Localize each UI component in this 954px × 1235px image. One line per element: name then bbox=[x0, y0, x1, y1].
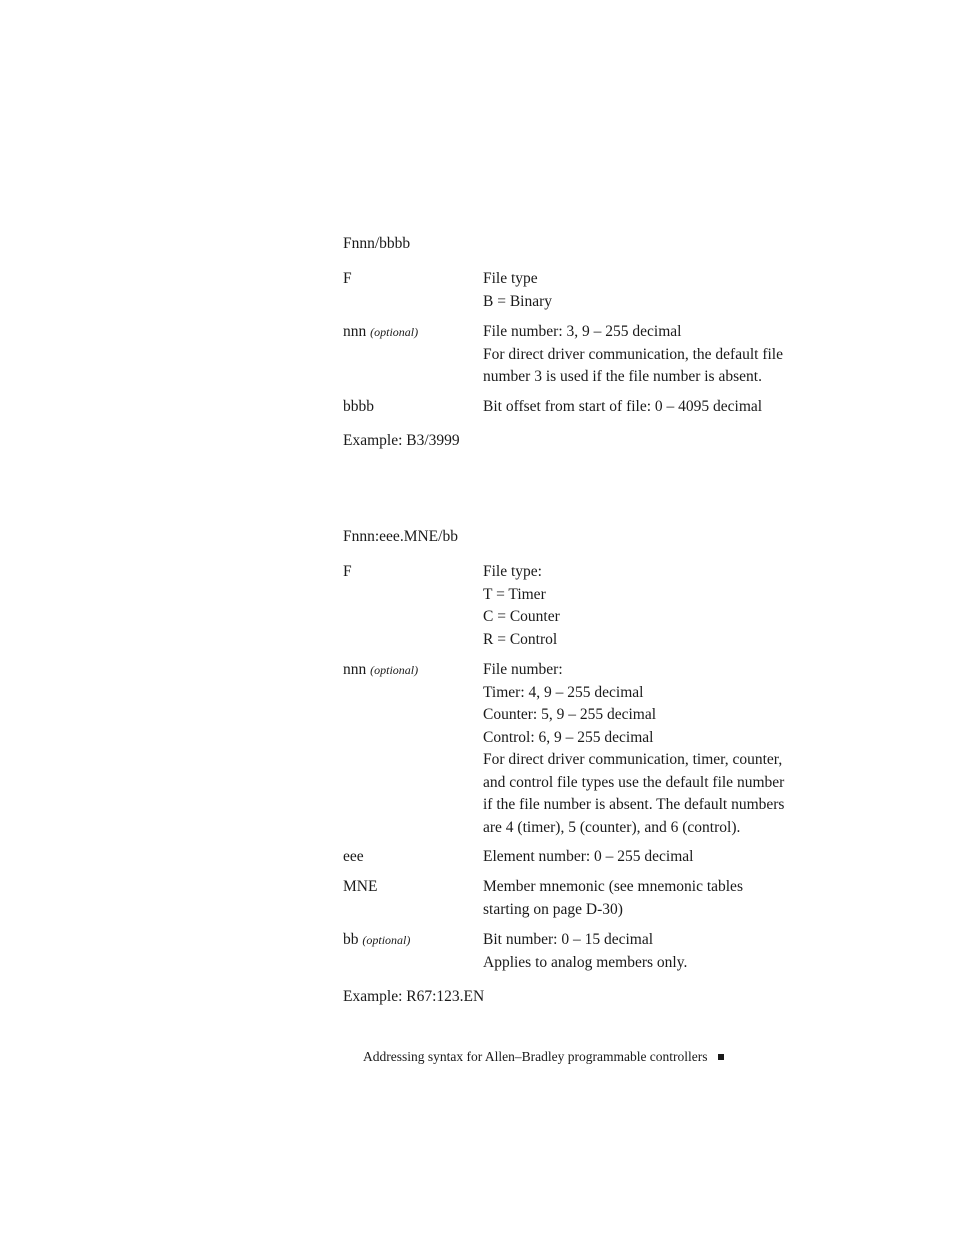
definition-term: F bbox=[343, 563, 352, 580]
definition-term: bbbb bbox=[343, 398, 374, 415]
definition-term: eee bbox=[343, 848, 364, 865]
definition-term: MNE bbox=[343, 878, 378, 895]
definition-description: File type B = Binary bbox=[483, 270, 553, 310]
optional-label: (optional) bbox=[370, 663, 419, 677]
definition-description: File number: 3, 9 – 255 decimal For direct driver communication, the default file number 3 is used if the file number is absent. bbox=[483, 323, 783, 385]
example-text: Example: B3/3999 bbox=[343, 432, 460, 449]
definition-description: File number: Timer: 4, 9 – 255 decimal Counter: 5, 9 – 255 decimal Control: 6, 9 – 255 decimal For direct driver communication, timer, counter, and control file types use the default file number if the file number is absent. The default numbers are 4 (timer), 5 (counter), and 6 (control). bbox=[483, 661, 785, 836]
definition-term: F bbox=[343, 270, 352, 287]
page-footer bbox=[363, 1047, 724, 1067]
definition-term: bb (optional) bbox=[343, 931, 411, 948]
definition-description: Element number: 0 – 255 decimal bbox=[483, 848, 694, 865]
optional-label: (optional) bbox=[362, 933, 411, 947]
definition-term: nnn (optional) bbox=[343, 323, 419, 340]
definition-description: Bit offset from start of file: 0 – 4095 decimal bbox=[483, 398, 763, 415]
definition-description: Member mnemonic (see mnemonic tables starting on page D-30) bbox=[483, 878, 743, 918]
definition-term: nnn (optional) bbox=[343, 661, 419, 678]
definition-description: Bit number: 0 – 15 decimal Applies to analog members only. bbox=[483, 931, 688, 971]
footer-text: Addressing syntax for Allen–Bradley programmable controllers bbox=[363, 1049, 708, 1064]
square-bullet-icon bbox=[718, 1054, 724, 1060]
syntax-heading-bit-file: Fnnn/bbbb bbox=[343, 235, 411, 252]
definition-description: File type: T = Timer C = Counter R = Control bbox=[483, 563, 560, 648]
optional-label: (optional) bbox=[370, 325, 419, 339]
example-text: Example: R67:123.EN bbox=[343, 988, 485, 1005]
syntax-heading-timer-counter-control: Fnnn:eee.MNE/bb bbox=[343, 528, 458, 545]
